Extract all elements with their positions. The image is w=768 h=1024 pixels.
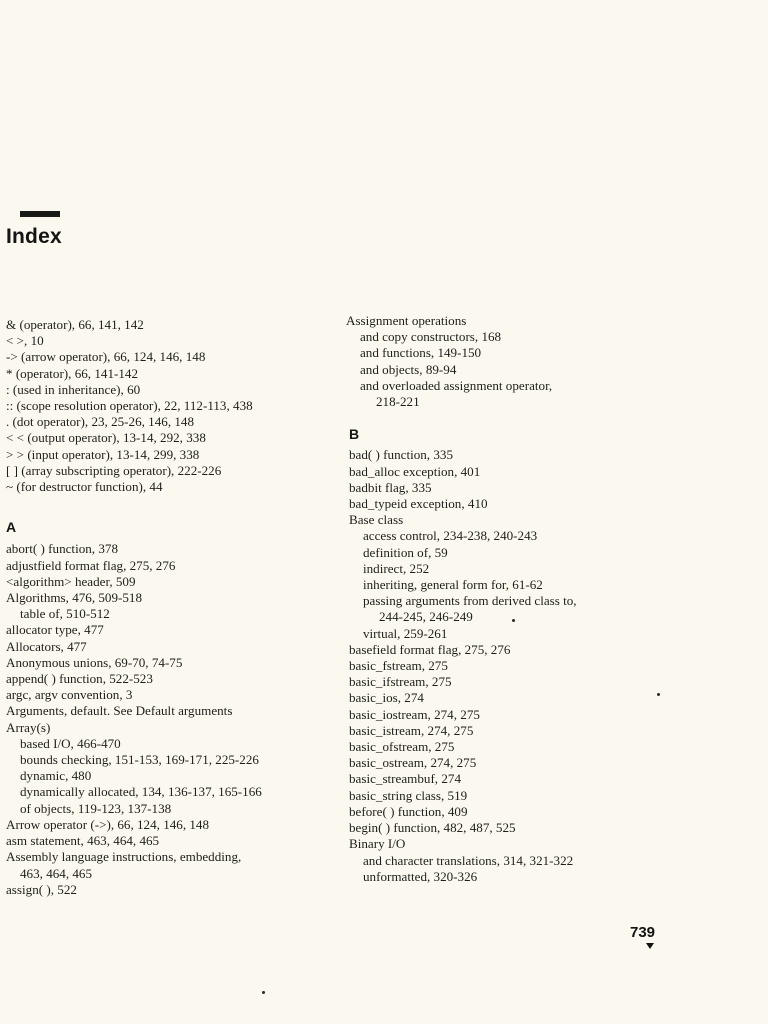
page-number: 739	[630, 924, 656, 941]
index-entry: basefield format flag, 275, 276	[349, 641, 511, 657]
index-entry: Allocators, 477	[6, 638, 87, 654]
right-column	[346, 313, 751, 885]
index-entry: basic_ios, 274	[349, 690, 424, 706]
index-entry: asm statement, 463, 464, 465	[6, 833, 160, 849]
left-column	[6, 317, 341, 898]
index-continuation: 218-221	[376, 394, 420, 410]
index-subentry: and character translations, 314, 321-322	[363, 852, 574, 868]
index-subentry: virtual, 259-261	[363, 625, 448, 641]
index-entry: & (operator), 66, 141, 142	[6, 317, 144, 332]
index-entry: [ ] (array subscripting operator), 222-226	[6, 462, 222, 478]
index-subentry: table of, 510-512	[20, 606, 110, 622]
index-subentry: bounds checking, 151-153, 169-171, 225-226	[20, 752, 259, 768]
index-entry: * (operator), 66, 141-142	[6, 365, 138, 381]
index-entry: basic_fstream, 275	[349, 658, 448, 674]
index-entry: bad_alloc exception, 401	[349, 463, 481, 479]
index-entry: allocator type, 477	[6, 622, 104, 638]
index-entry: Arrow operator (->), 66, 124, 146, 148	[6, 816, 210, 832]
b-entries	[346, 447, 751, 884]
index-entry: basic_ostream, 274, 275	[349, 755, 477, 771]
index-subentry: and copy constructors, 168	[360, 329, 502, 345]
index-entry: argc, argv convention, 3	[6, 687, 133, 703]
index-entry: bad_typeid exception, 410	[349, 496, 488, 512]
index-subentry: unformatted, 320-326	[363, 868, 478, 884]
index-entry: basic_istream, 274, 275	[349, 722, 474, 738]
index-entry: append( ) function, 522-523	[6, 671, 153, 687]
index-entry: ~ (for destructor function), 44	[6, 479, 163, 495]
index-entry: adjustfield format flag, 275, 276	[6, 557, 176, 573]
index-entry: Arguments, default. See Default arguments	[6, 703, 233, 719]
index-continuation: 244-245, 246-249	[379, 609, 473, 625]
index-entry: bad( ) function, 335	[349, 447, 453, 463]
index-entry: basic_ofstream, 275	[349, 739, 455, 755]
index-entry: Algorithms, 476, 509-518	[6, 590, 143, 606]
index-subentry: inheriting, general form for, 61-62	[363, 577, 543, 593]
index-entry: basic_iostream, 274, 275	[349, 706, 480, 722]
scan-speck	[262, 991, 265, 994]
section-letter-a: A	[6, 519, 17, 536]
scan-speck	[512, 619, 515, 622]
index-subentry: dynamically allocated, 134, 136-137, 165-166	[20, 784, 262, 800]
symbol-entries	[6, 317, 341, 495]
index-entry: Anonymous unions, 69-70, 74-75	[6, 654, 183, 670]
a-entries	[6, 541, 341, 897]
index-entry: badbit flag, 335	[349, 479, 432, 495]
index-entry: > > (input operator), 13-14, 299, 338	[6, 446, 200, 462]
index-subentry: based I/O, 466-470	[20, 735, 121, 751]
index-entry: < >, 10	[6, 333, 44, 349]
index-entry: basic_string class, 519	[349, 787, 468, 803]
index-entry: Assignment operations	[346, 313, 467, 328]
index-entry: abort( ) function, 378	[6, 541, 118, 557]
index-entry: :: (scope resolution operator), 22, 112-113, 438	[6, 398, 253, 414]
index-entry: : (used in inheritance), 60	[6, 381, 141, 397]
index-subentry: definition of, 59	[363, 544, 448, 560]
index-entry: assign( ), 522	[6, 881, 77, 897]
index-entry: Array(s)	[6, 719, 51, 735]
section-letter-b: B	[349, 426, 360, 443]
page-title: Index	[6, 225, 62, 248]
index-subentry: indirect, 252	[363, 560, 430, 576]
index-subentry: passing arguments from derived class to,	[363, 593, 577, 609]
index-entry: basic_streambuf, 274	[349, 771, 461, 787]
index-subentry: of objects, 119-123, 137-138	[20, 800, 172, 816]
index-subentry: and objects, 89-94	[360, 361, 457, 377]
index-entry: before( ) function, 409	[349, 803, 468, 819]
index-entry: <algorithm> header, 509	[6, 573, 136, 589]
assignment-entries	[346, 313, 751, 410]
scan-speck	[657, 693, 660, 696]
index-entry: Assembly language instructions, embedding,	[6, 849, 242, 865]
index-continuation: 463, 464, 465	[20, 865, 93, 881]
index-subentry: and functions, 149-150	[360, 345, 482, 361]
index-entry: Binary I/O	[349, 836, 406, 852]
index-entry: < < (output operator), 13-14, 292, 338	[6, 430, 206, 446]
index-entry: basic_ifstream, 275	[349, 674, 452, 690]
index-entry: . (dot operator), 23, 25-26, 146, 148	[6, 414, 195, 430]
index-entry: -> (arrow operator), 66, 124, 146, 148	[6, 349, 206, 365]
title-rule	[20, 211, 60, 217]
index-entry: Base class	[349, 512, 404, 528]
page-number-marker	[646, 943, 654, 949]
index-entry: begin( ) function, 482, 487, 525	[349, 820, 516, 836]
index-subentry: and overloaded assignment operator,	[360, 377, 553, 393]
index-subentry: access control, 234-238, 240-243	[363, 528, 538, 544]
index-subentry: dynamic, 480	[20, 768, 92, 784]
